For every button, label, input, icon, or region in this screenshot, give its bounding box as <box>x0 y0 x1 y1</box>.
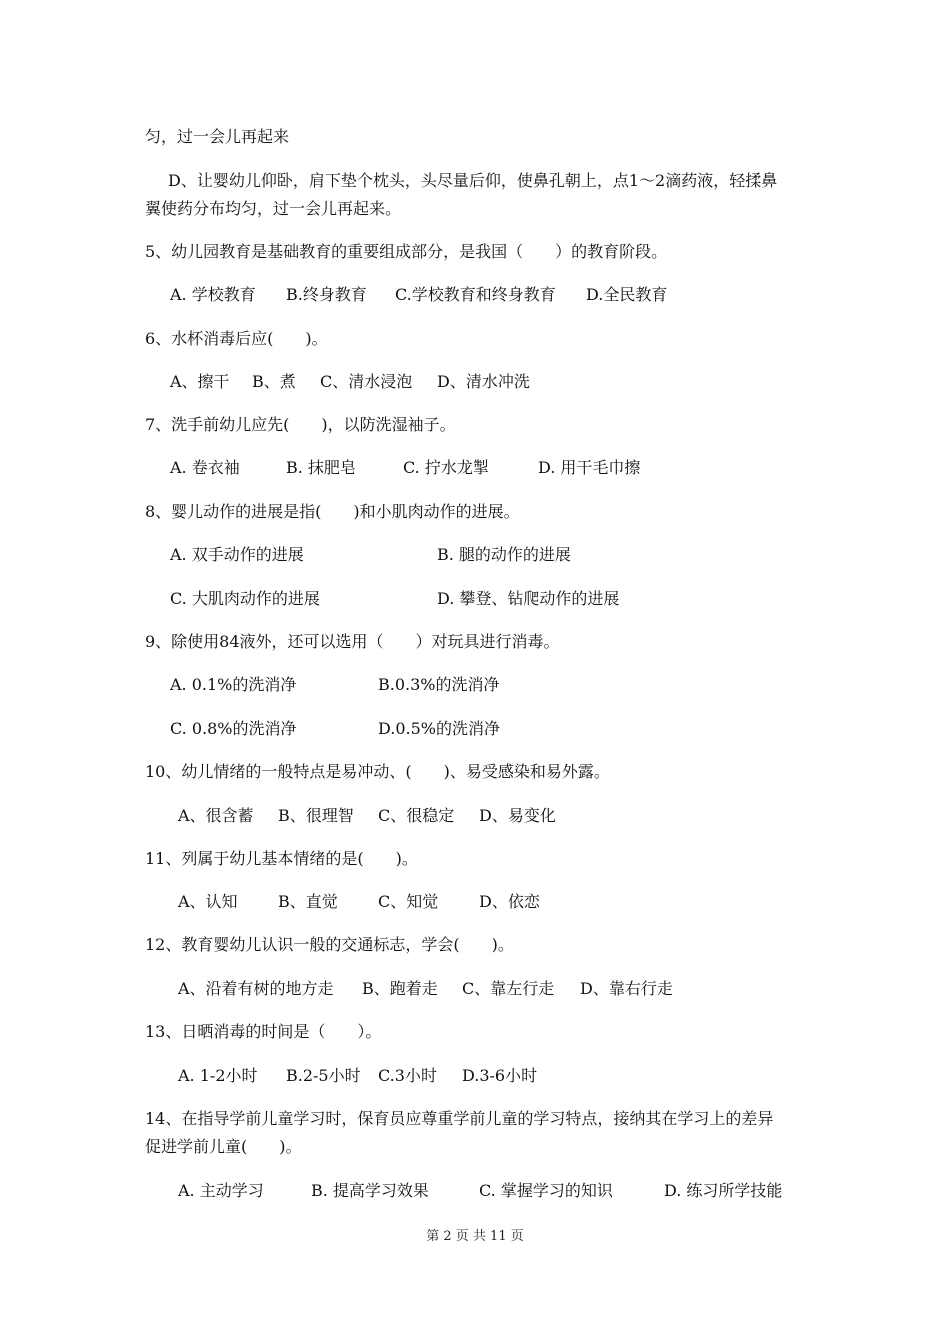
question-8-options-row-1 <box>0 545 800 565</box>
question-6-stem: 6、水杯消毒后应( )。 <box>145 329 328 348</box>
q8-option-d: D. 攀登、钻爬动作的进展 <box>437 589 620 608</box>
q10-option-d: D、易变化 <box>479 806 556 825</box>
q7-option-b: B. 抹肥皂 <box>286 458 356 477</box>
q7-option-c: C. 拧水龙掣 <box>403 458 489 477</box>
q8-option-b: B. 腿的动作的进展 <box>437 545 571 564</box>
question-10-stem: 10、幼儿情绪的一般特点是易冲动、( )、易受感染和易外露。 <box>145 762 610 781</box>
question-12-stem: 12、教育婴幼儿认识一般的交通标志，学会( )。 <box>145 935 514 954</box>
question-12-options <box>0 979 800 999</box>
question-7-options <box>0 458 800 478</box>
q12-option-b: B、跑着走 <box>362 979 438 998</box>
option-d-line-1: D、让婴幼儿仰卧，肩下垫个枕头，头尽量后仰，使鼻孔朝上，点1～2滴药液，轻揉鼻 <box>168 171 778 190</box>
question-6-options <box>0 372 800 392</box>
q5-option-b: B.终身教育 <box>286 285 367 304</box>
q6-option-c: C、清水浸泡 <box>320 372 413 391</box>
question-11-stem: 11、列属于幼儿基本情绪的是( )。 <box>145 849 418 868</box>
page-number-footer: 第 2 页 共 11 页 <box>426 1229 524 1244</box>
continued-text-line: 匀，过一会儿再起来 <box>145 127 290 146</box>
question-9-options-row-2 <box>0 719 800 739</box>
q14-option-a: A. 主动学习 <box>178 1181 264 1200</box>
q12-option-c: C、靠左行走 <box>462 979 555 998</box>
question-13-options <box>0 1066 800 1086</box>
question-5-stem: 5、幼儿园教育是基础教育的重要组成部分，是我国（ ）的教育阶段。 <box>145 242 668 261</box>
question-5-options <box>0 285 800 305</box>
q7-option-a: A. 卷衣袖 <box>170 458 240 477</box>
q9-option-a: A. 0.1%的洗消净 <box>170 675 297 694</box>
q5-option-d: D.全民教育 <box>586 285 668 304</box>
question-14-stem-line-2: 促进学前儿童( )。 <box>145 1137 302 1156</box>
question-13-stem: 13、日晒消毒的时间是（ ）。 <box>145 1022 382 1041</box>
q9-option-c: C. 0.8%的洗消净 <box>170 719 297 738</box>
q14-option-d: D. 练习所学技能 <box>664 1181 783 1200</box>
q14-option-c: C. 掌握学习的知识 <box>479 1181 613 1200</box>
q10-option-c: C、很稳定 <box>378 806 455 825</box>
q10-option-a: A、很含蓄 <box>178 806 254 825</box>
q6-option-a: A、擦干 <box>170 372 230 391</box>
question-9-stem: 9、除使用84液外，还可以选用（ ）对玩具进行消毒。 <box>145 632 560 651</box>
q13-option-a: A. 1-2小时 <box>178 1066 258 1085</box>
question-9-options-row-1 <box>0 675 800 695</box>
q8-option-a: A. 双手动作的进展 <box>170 545 304 564</box>
q13-option-b: B.2-5小时 <box>286 1066 361 1085</box>
question-8-options-row-2 <box>0 589 800 609</box>
q12-option-d: D、靠右行走 <box>580 979 673 998</box>
question-8-stem: 8、婴儿动作的进展是指( )和小肌肉动作的进展。 <box>145 502 520 521</box>
question-14-options <box>0 1181 800 1201</box>
q10-option-b: B、很理智 <box>278 806 354 825</box>
q14-option-b: B. 提高学习效果 <box>311 1181 429 1200</box>
q8-option-c: C. 大肌肉动作的进展 <box>170 589 320 608</box>
q11-option-b: B、直觉 <box>278 892 338 911</box>
q11-option-a: A、认知 <box>178 892 238 911</box>
q9-option-d: D.0.5%的洗消净 <box>378 719 500 738</box>
q13-option-c: C.3小时 <box>378 1066 437 1085</box>
q7-option-d: D. 用干毛巾擦 <box>538 458 641 477</box>
q6-option-d: D、清水冲洗 <box>437 372 530 391</box>
q11-option-c: C、知觉 <box>378 892 439 911</box>
q9-option-b: B.0.3%的洗消净 <box>378 675 500 694</box>
option-d-line-2: 翼使药分布均匀，过一会儿再起来。 <box>145 199 402 218</box>
q11-option-d: D、依恋 <box>479 892 540 911</box>
q5-option-a: A. 学校教育 <box>170 285 256 304</box>
q5-option-c: C.学校教育和终身教育 <box>395 285 556 304</box>
question-11-options <box>0 892 800 912</box>
q13-option-d: D.3-6小时 <box>462 1066 538 1085</box>
question-7-stem: 7、洗手前幼儿应先( )，以防洗湿袖子。 <box>145 415 456 434</box>
q6-option-b: B、煮 <box>252 372 296 391</box>
question-14-stem-line-1: 14、在指导学前儿童学习时，保育员应尊重学前儿童的学习特点，接纳其在学习上的差异 <box>145 1109 774 1128</box>
q12-option-a: A、沿着有树的地方走 <box>178 979 334 998</box>
question-10-options <box>0 806 800 826</box>
